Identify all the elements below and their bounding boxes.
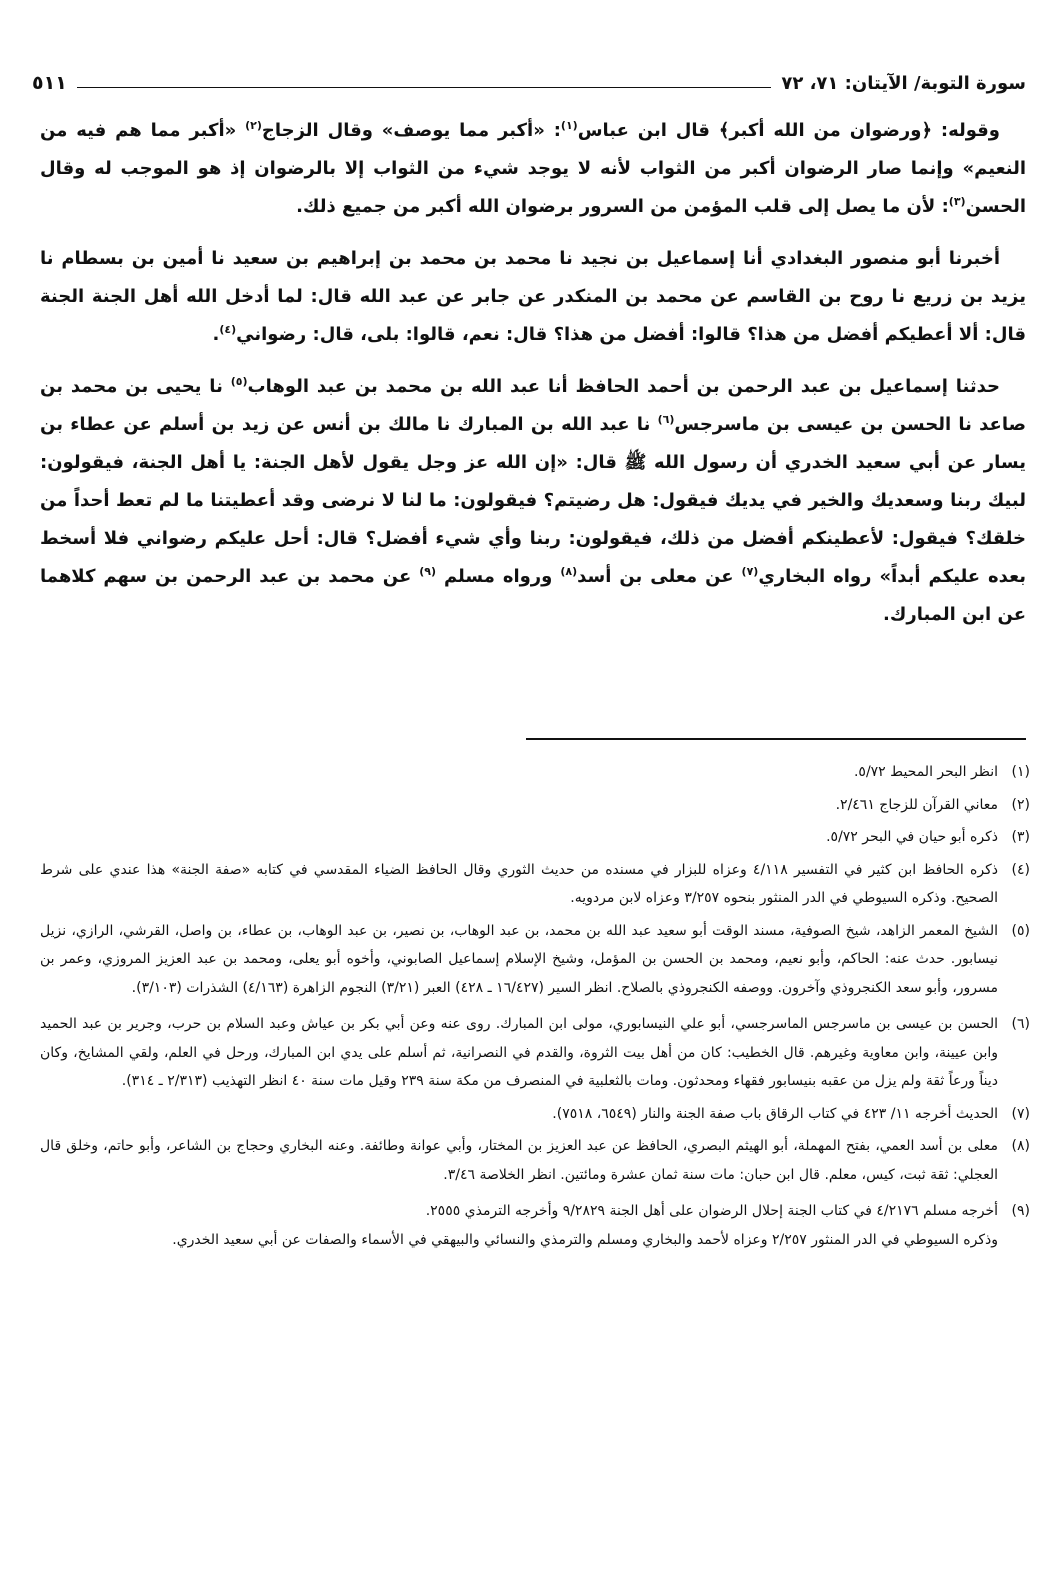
footnote-number: (٦) [1011,1016,1030,1032]
paragraph [40,112,1026,226]
footnote-text [40,1010,998,1096]
footnote-text [40,1132,998,1189]
text-run: عن محمد بن عبد الرحمن بن سهم كلاهما عن ابن المبارك. [40,566,1026,625]
footnote [40,791,1030,820]
footnote-paragraph: الحسن بن عيسى بن ماسرجس الماسرجسي، أبو علي النيسابوري، مولى ابن المبارك. روى عنه وعن أبي بكر بن عياش وعبد السلام بن حرب، وجرير بن عبد الحميد وابن عيينة، وابن معاوية وغيرهم. قال الخطيب: كان من أهل بيت الثروة، والقدم في النصرانية، ثم أسلم على يدي ابن المبارك، ورحل في العلم، ولقي المشايخ، وكان ديناً ورعاً ثقة ولم يزل من عقبه بنيسابور فقهاء ومحدثون. ومات بالثعلبية في المنصرف من مكة سنة ٢٣٩ وقيل مات سنة ٤٠ انظر التهذيب (٢/٣١٣ ـ ٣١٤). [40,1016,998,1089]
paragraph [40,240,1026,354]
text-run: وقوله: ﴿ورضوان من الله أكبر﴾ قال ابن عباس [577,120,1000,141]
footnote-paragraph: الشيخ المعمر الزاهد، شيخ الصوفية، مسند الوقت أبو سعيد عبد الله بن محمد، بن عبد الوهاب، بن نصير، بن عبد الوهاب، بن عطاء، بن واصل، القرشي، الرازي، نزيل نيسابور. حدث عنه: الحاكم، وأبو نعيم، ومحمد بن الحسن بن المؤمل، وشيخ الإسلام إسماعيل الصابوني، وأخوه أبو يعلى، ومحمد بن عبد العزيز المروزي، وعمر بن مسرور، وأبو سعد الكنجروذي وآخرون. ووصفه الكنجروذي بالصلاح. انظر السير (١٦/٤٢٧ ـ ٤٢٨) العبر (٣/٢١) النجوم الزاهرة (٤/١٦٣) الشذرات (٣/١٠٣). [40,922,998,996]
footnote-ref[interactable]: (٨) [560,565,578,578]
text-run: حدثنا إسماعيل بن عبد الرحمن بن أحمد الحافظ أنا عبد الله بن محمد بن عبد الوهاب [247,376,1000,397]
footnote-paragraph: وذكره السيوطي في الدر المنثور ٢/٢٥٧ وعزاه لأحمد والبخاري ومسلم والترمذي والنسائي والبيهقي في الأسماء والصفات عن أبي سعيد الخدري. [172,1231,998,1248]
footnotes [40,758,1030,1258]
running-header [32,60,1026,94]
footnote-paragraph: معلى بن أسد العمي، بفتح المهملة، أبو الهيثم البصري، الحافظ عن عبد العزيز بن المختار، وأبي عوانة وطائفة. وعنه البخاري وحجاج بن الشاعر، وأبو حاتم، وخلق قال العجلي: ثقة ثبت، كيس، معلم. قال ابن حبان: مات سنة ثمان عشرة ومائتين. انظر الخلاصة ٣/٤٦. [40,1138,998,1183]
footnote-number: (٤) [1011,861,1030,878]
page-number: ٥١١ [32,72,67,94]
text-run: ورواه مسلم [435,566,561,587]
text-run: نا عبد الله بن المبارك نا مالك بن أنس عن زيد بن أسلم عن عطاء بن يسار عن أبي سعيد الخدري أن رسول الله ﷺ قال: «إن الله عز وجل يقول لأهل الجنة: يا أهل الجنة، فيقولون: لبيك ربنا وسعديك والخير في يديك فيقول: هل رضيتم؟ فيقولون: ما لنا لا نرضى وقد أعطيتنا ما لم تعط أحداً من خلقك؟ فيقول: لأعطينكم أفضل من ذلك، فيقولون: ربنا وأي شيء أفضل؟ قال: أحل عليكم رضواني فلا أسخط بعده عليكم أبداً» رواه البخاري [40,414,1026,587]
header-title: سورة التوبة/ الآيتان: ٧١، ٧٢ [781,73,1026,94]
footnote-text [40,917,998,1003]
text-run: . [212,324,220,345]
footnote [40,1197,1030,1254]
paragraph [40,368,1026,634]
footnote-ref[interactable]: (٣) [948,195,966,208]
footnote-paragraph: أخرجه مسلم ٤/٢١٧٦ في كتاب الجنة إحلال الرضوان على أهل الجنة ٩/٢٨٢٩ وأخرجه الترمذي ٢٥٥٥. [425,1203,998,1219]
footnote [40,1010,1030,1096]
text-run: عن معلى بن أسد [577,566,742,587]
footnote [40,1100,1030,1129]
text-run: : لأن ما يصل إلى قلب المؤمن من السرور برضوان الله أكبر من جميع ذلك. [296,196,949,217]
footnote-paragraph: ذكره أبو حيان في البحر ٥/٧٢. [826,829,998,845]
footnote [40,917,1030,1003]
footnote-ref[interactable]: (١) [560,119,578,132]
text-run: أخبرنا أبو منصور البغدادي أنا إسماعيل بن نجيد نا محمد بن محمد بن إبراهيم بن سعيد نا أمين بن بسطام نا يزيد بن زريع نا روح بن القاسم عن محمد بن المنكدر عن جابر عن عبد الله قال: لما أدخل الله أهل الجنة الجنة قال: ألا أعطيكم أفضل من هذا؟ قالوا: أفضل من هذا؟ قال: نعم، قالوا: بلى، قال: رضواني [40,248,1026,345]
text-run: : «أكبر مما يوصف» وقال الزجاج [261,120,561,141]
footnote-number: (٥) [1011,922,1030,939]
footnote-number: (٧) [1011,1105,1030,1122]
footnote-number: (٢) [1011,796,1030,813]
main-text [40,112,1026,648]
footnote-paragraph: انظر البحر المحيط ٥/٧٢. [853,764,998,780]
text-run: «أكبر مما هم فيه من النعيم» وإنما صار الرضوان أكبر من الثواب لأنه لا يوجد شيء من الثواب إلا بالرضوان إذ هو الموجب له وقال الحسن [40,120,1026,217]
footnote [40,1132,1030,1189]
header-rule [77,87,772,88]
footnote-ref[interactable]: (٤) [219,323,237,336]
footnote-number: (٨) [1011,1138,1030,1154]
footnote-text [40,856,998,913]
footnote-number: (٩) [1011,1203,1030,1219]
footnote [40,758,1030,787]
footnote [40,823,1030,852]
footnote-paragraph: معاني القرآن للزجاج ٢/٤٦١. [835,796,998,813]
footnote-text [40,791,998,820]
footnote-ref[interactable]: (٧) [741,565,759,578]
footnote-separator [526,738,1026,740]
footnote-ref[interactable]: (٢) [245,119,262,132]
footnote-paragraph: ذكره الحافظ ابن كثير في التفسير ٤/١١٨ وعزاه للبزار في مسنده من حديث الثوري وقال الحافظ الضياء المقدسي في كتابه «صفة الجنة» هذا عندي على شرط الصحيح. وذكره السيوطي في الدر المنثور بنحوه ٣/٢٥٧ وعزاه لابن مردويه. [40,861,998,906]
footnote-ref[interactable]: (٥) [230,375,248,388]
footnote-text [40,758,998,787]
text-run: نا يحيى بن محمد بن صاعد نا الحسن بن عيسى بن ماسرجس [40,376,1026,435]
footnote [40,856,1030,913]
footnote-text [40,823,998,852]
footnote-text [40,1100,998,1129]
footnote-text [40,1197,998,1254]
footnote-number: (٣) [1011,829,1030,845]
footnote-paragraph: الحديث أخرجه ١١/ ٤٢٣ في كتاب الرقاق باب صفة الجنة والنار (٦٥٤٩، ٧٥١٨). [552,1105,998,1122]
footnote-number: (١) [1011,764,1030,780]
footnote-ref[interactable]: (٦) [657,413,675,426]
footnote-ref[interactable]: (٩) [419,565,436,578]
